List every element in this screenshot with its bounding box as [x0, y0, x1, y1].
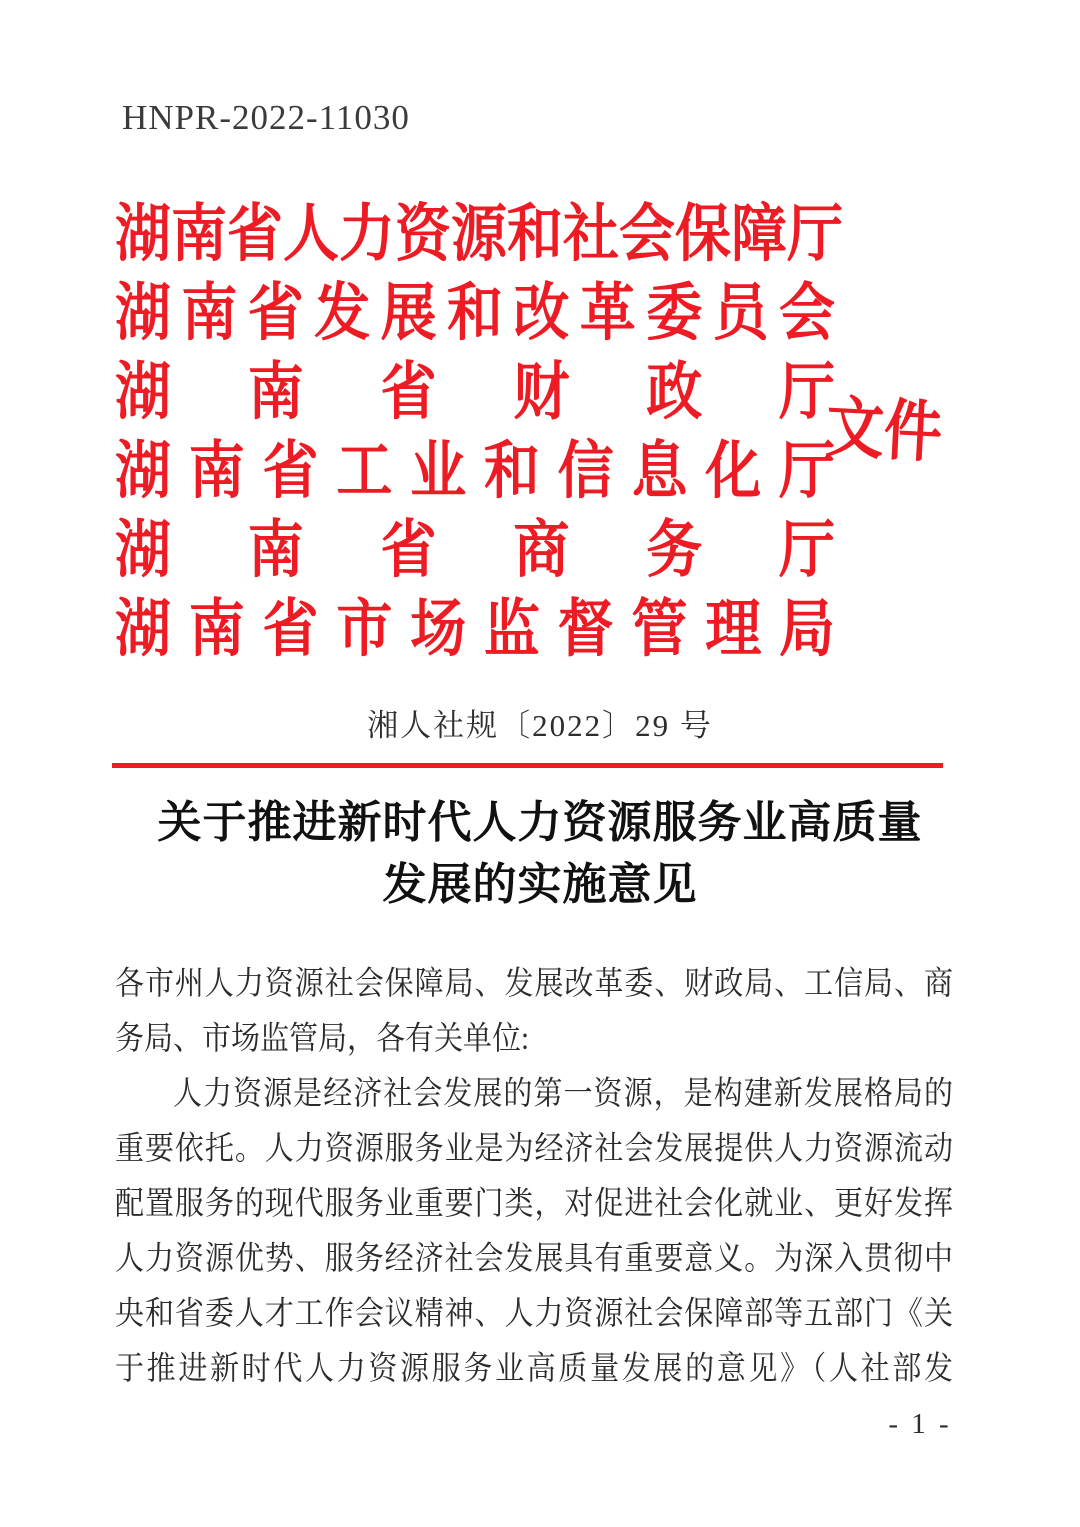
- body-line: 配置服务的现代服务业重要门类，对促进社会化就业、更好发挥: [115, 1186, 953, 1222]
- body-line: 央和省委人才工作会议精神、人力资源社会保障部等五部门《关: [115, 1296, 953, 1332]
- issuer-name: 湖南省人力资源和社会保障厅: [115, 200, 843, 270]
- body-line: 人力资源优势、服务经济社会发展具有重要意义。为深入贯彻中: [115, 1241, 953, 1277]
- page-number: - 1 -: [888, 1408, 952, 1440]
- document-number: 湘人社规〔2022〕29 号: [367, 708, 713, 743]
- wenjian-label: 文件: [824, 390, 944, 471]
- body-line: 重要依托。人力资源服务业是为经济社会发展提供人力资源流动: [115, 1131, 953, 1167]
- document-body: [115, 957, 953, 1397]
- body-line: 人力资源是经济社会发展的第一资源，是构建新发展格局的: [173, 1076, 953, 1112]
- body-line: 务局、市场监管局，各有关单位:: [115, 1021, 530, 1057]
- title-line-1: 关于推进新时代人力资源服务业高质量: [157, 798, 923, 847]
- red-separator-line: [112, 763, 943, 768]
- issuer-name: 湖南省工业和信息化厅: [115, 437, 835, 507]
- issuer-name: 湖南省市场监督管理局: [115, 595, 835, 665]
- document-title: [0, 792, 1080, 916]
- issuer-name: 湖南省发展和改革委员会: [115, 279, 835, 349]
- body-line: 各市州人力资源社会保障局、发展改革委、财政局、工信局、商: [115, 966, 953, 1002]
- issuer-list: [115, 196, 843, 670]
- issuer-name: 湖南省商务厅: [115, 516, 835, 586]
- issuer-name: 湖南省财政厅: [115, 358, 835, 428]
- title-line-2: 发展的实施意见: [382, 860, 698, 909]
- body-line: 于推进新时代人力资源服务业高质量发展的意见》（人社部发: [115, 1351, 953, 1387]
- regulation-code: HNPR-2022-11030: [122, 98, 410, 137]
